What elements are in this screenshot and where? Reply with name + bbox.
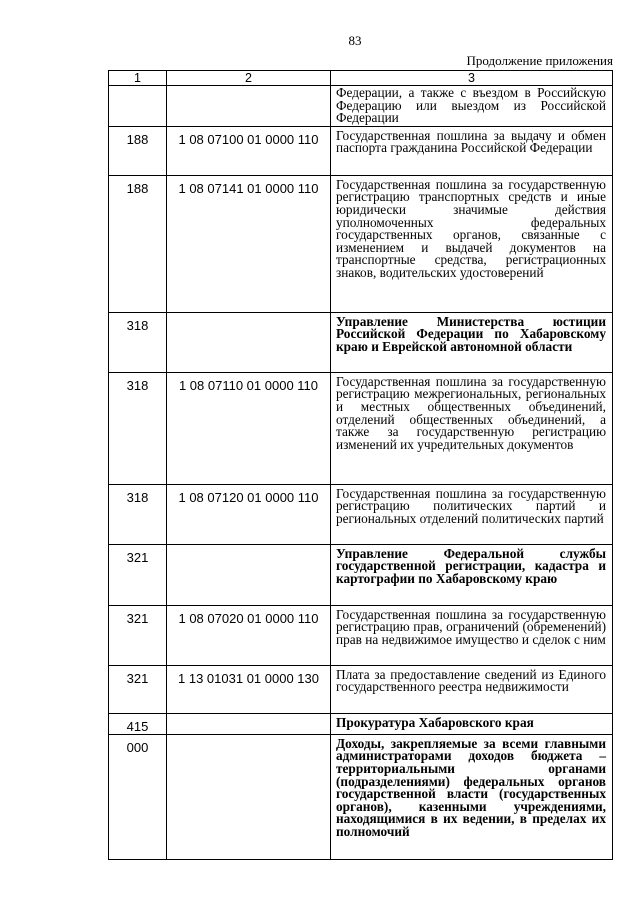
table-row <box>109 175 613 312</box>
revenue-name-cell: Государственная пошлина за государственную регистрацию транспортных средств и иные юридически значимые действия уполномоченных федеральных государственных органов, связанные с изменением и выдачей документов на транспортные средства, регистрационных знаков, водительских удостоверений <box>331 175 613 312</box>
revenue-name-cell: Государственная пошлина за государственную регистрацию прав, ограничений (обременений) прав на недвижимое имущество и сделок с ним <box>331 605 613 665</box>
kbk-code-cell: 1 08 07020 01 0000 110 <box>167 605 331 665</box>
kbk-code-cell: 1 08 07110 01 0000 110 <box>167 372 331 484</box>
administrator-name-cell: Доходы, закрепляемые за всеми главными администраторами доходов бюджета – территориальными органами (подразделениями) федеральных органов государственной власти (государственных органов), казенными учреждениями, находящимися в их ведении, в пределах их полномочий <box>331 734 613 859</box>
kbk-code-cell: 1 13 01031 01 0000 130 <box>167 665 331 713</box>
revenue-name-cell: Государственная пошлина за государственную регистрацию межрегиональных, региональных и местных общественных объединений, отделений общественных объединений, а также за государственную регистрацию изменений их учредительных документов <box>331 372 613 484</box>
kbk-code-cell <box>167 734 331 859</box>
kbk-code-cell <box>167 86 331 127</box>
table-row <box>109 605 613 665</box>
admin-code-cell: 318 <box>109 312 167 372</box>
revenue-name-cell: Плата за предоставление сведений из Единого государственного реестра недвижимости <box>331 665 613 713</box>
table-row <box>109 86 613 127</box>
admin-code-cell: 321 <box>109 605 167 665</box>
administrator-name-cell: Прокуратура Хабаровского края <box>331 713 613 734</box>
revenue-name-cell: Государственная пошлина за выдачу и обмен паспорта гражданина Российской Федерации <box>331 126 613 175</box>
kbk-code-cell: 1 08 07100 01 0000 110 <box>167 126 331 175</box>
column-header-2: 2 <box>167 71 331 86</box>
table-row <box>109 544 613 605</box>
table-row <box>109 372 613 484</box>
administrator-name-cell: Управление Министерства юстиции Российской Федерации по Хабаровскому краю и Еврейской автономной области <box>331 312 613 372</box>
kbk-code-cell: 1 08 07120 01 0000 110 <box>167 484 331 544</box>
admin-code-cell: 321 <box>109 665 167 713</box>
admin-code-cell: 188 <box>109 126 167 175</box>
kbk-code-cell: 1 08 07141 01 0000 110 <box>167 175 331 312</box>
page-number: 83 <box>348 33 362 48</box>
table-header-row <box>109 71 613 86</box>
column-header-1: 1 <box>109 71 167 86</box>
kbk-code-cell <box>167 544 331 605</box>
revenue-table <box>108 70 613 860</box>
admin-code-cell: 000 <box>109 734 167 859</box>
column-header-3: 3 <box>331 71 613 86</box>
table-row <box>109 126 613 175</box>
table-row <box>109 484 613 544</box>
kbk-code-cell <box>167 713 331 734</box>
revenue-name-cell: Государственная пошлина за государственную регистрацию политических партий и региональных отделений политических партий <box>331 484 613 544</box>
kbk-code-cell <box>167 312 331 372</box>
revenue-name-cell: Федерации, а также с въездом в Российскую Федерацию или выездом из Российской Федерации <box>331 86 613 127</box>
admin-code-cell: 318 <box>109 372 167 484</box>
administrator-name-cell: Управление Федеральной службы государственной регистрации, кадастра и картографии по Хабаровскому краю <box>331 544 613 605</box>
admin-code-cell: 318 <box>109 484 167 544</box>
admin-code-cell: 188 <box>109 175 167 312</box>
table-row <box>109 665 613 713</box>
continuation-label: Продолжение приложения <box>466 53 613 68</box>
admin-code-cell: 321 <box>109 544 167 605</box>
admin-code-cell <box>109 86 167 127</box>
table-row <box>109 312 613 372</box>
table-row <box>109 734 613 859</box>
admin-code-cell: 415 <box>109 713 167 734</box>
table-row <box>109 713 613 734</box>
